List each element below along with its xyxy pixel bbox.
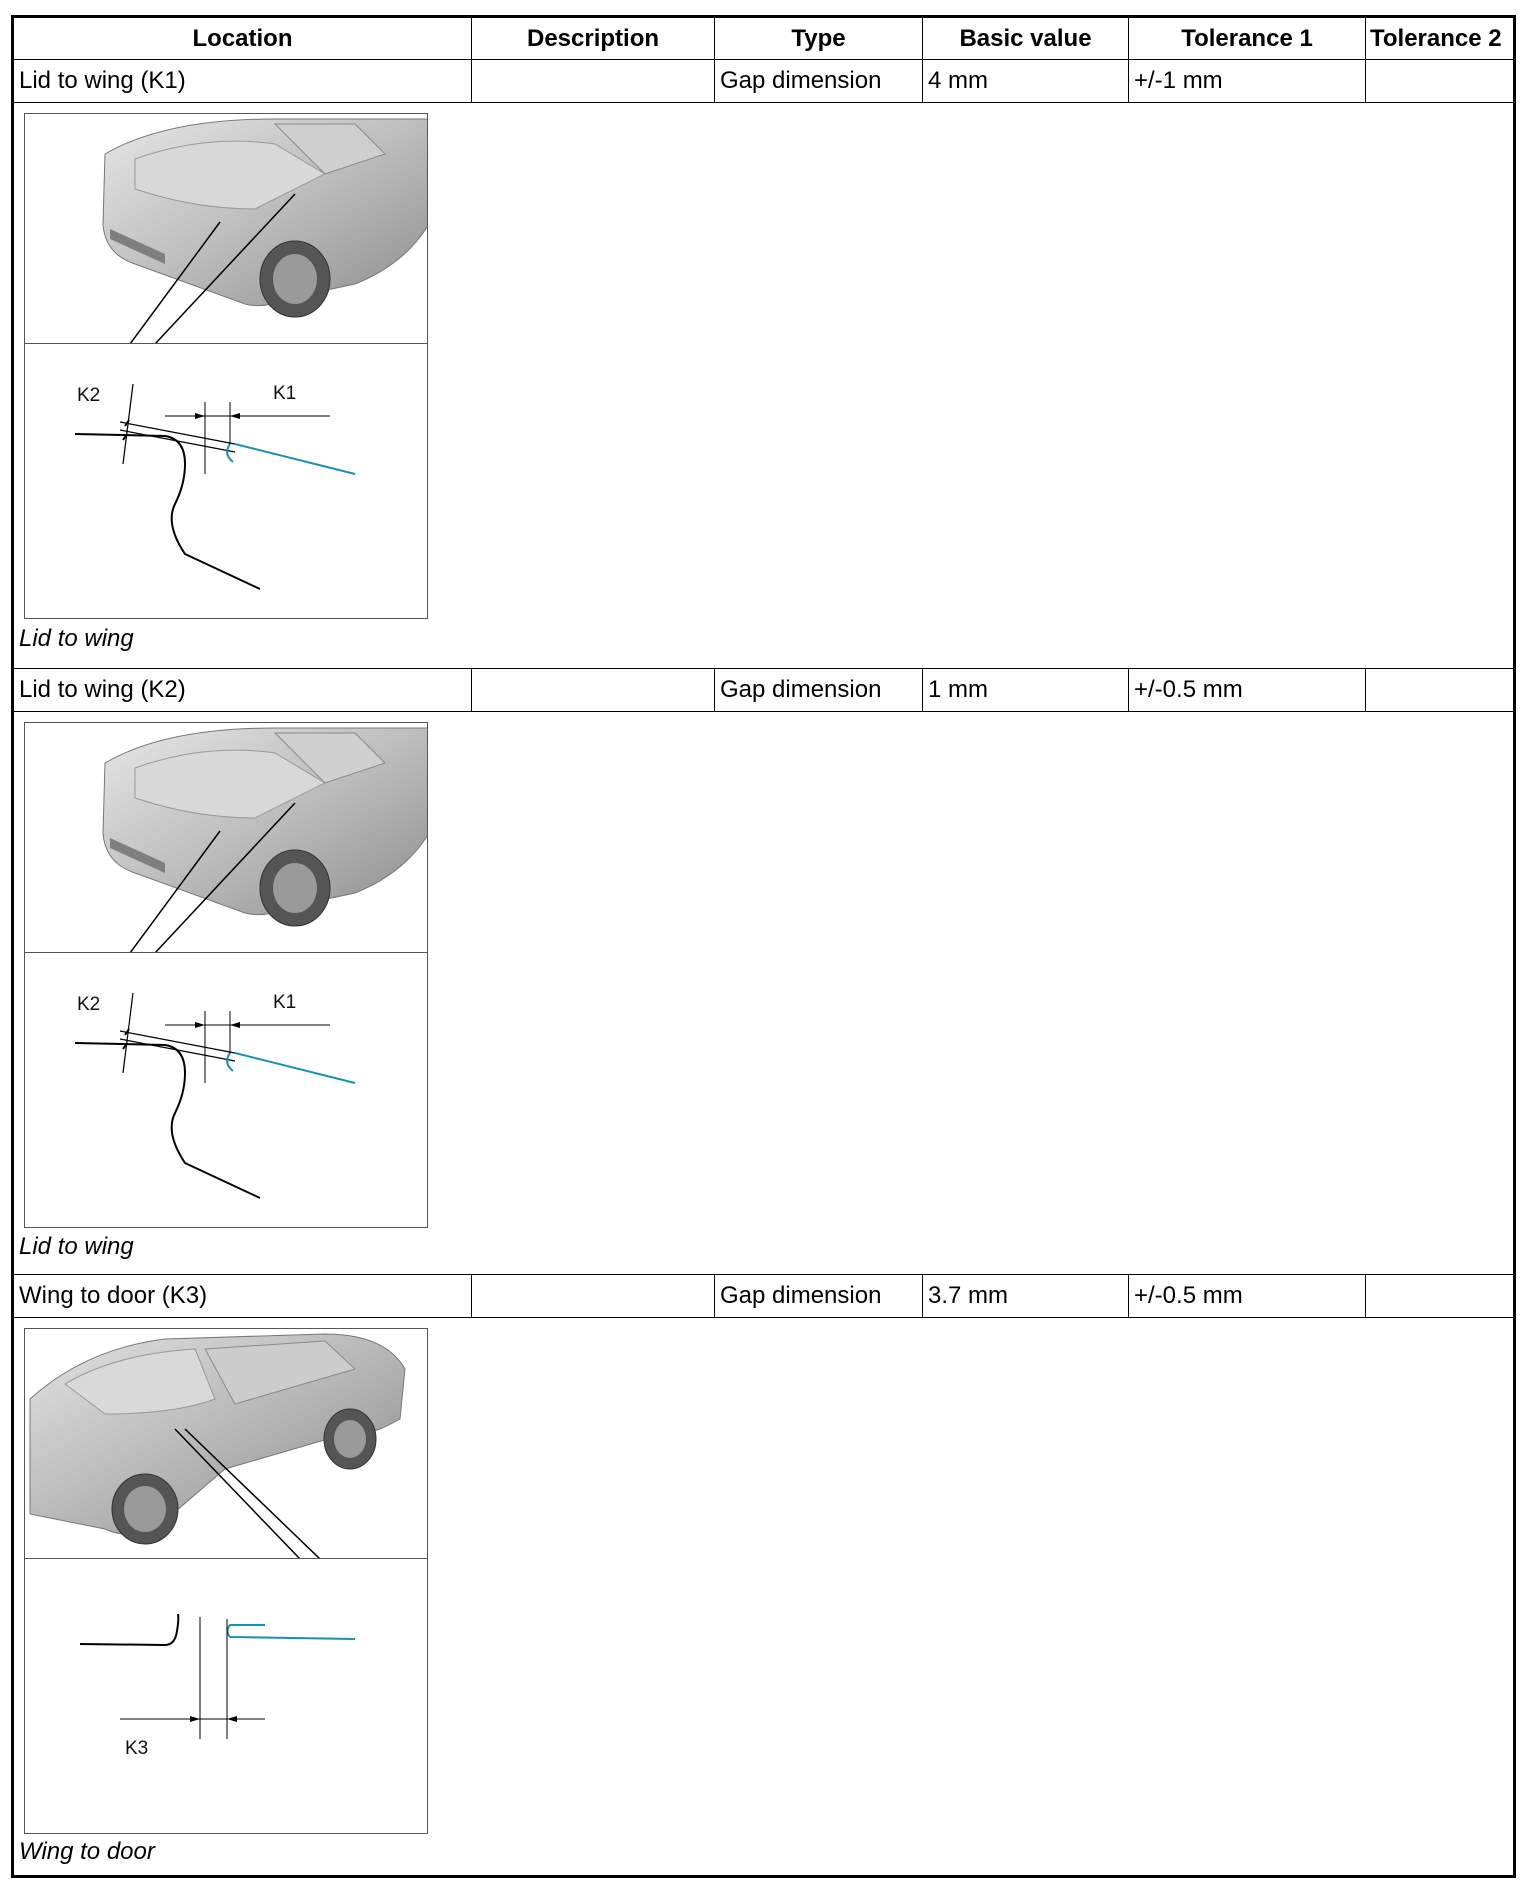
cell-description (472, 60, 715, 102)
cell-location: Lid to wing (K2) (14, 669, 472, 711)
cell-type: Gap dimension (715, 60, 923, 102)
figure-caption: Wing to door (19, 1838, 155, 1865)
cell-type: Gap dimension (715, 669, 923, 711)
cell-description (472, 1275, 715, 1317)
cell-tolerance-1: +/-0.5 mm (1129, 1275, 1366, 1317)
table-row (14, 669, 1513, 712)
cell-location: Lid to wing (K1) (14, 60, 472, 102)
header-type: Type (715, 18, 923, 59)
car-front-view-image (24, 722, 428, 952)
dim-label-k1: K1 (273, 383, 297, 404)
header-tolerance-1: Tolerance 1 (1129, 18, 1366, 59)
cell-tolerance-2 (1366, 669, 1513, 711)
cell-tolerance-2 (1366, 60, 1513, 102)
cell-description (472, 669, 715, 711)
cell-tolerance-1: +/-0.5 mm (1129, 669, 1366, 711)
figure-caption: Lid to wing (19, 1233, 134, 1260)
car-front-view-image (24, 113, 428, 343)
dim-label-k3: K3 (125, 1738, 149, 1759)
specification-table (11, 15, 1516, 1878)
cell-type: Gap dimension (715, 1275, 923, 1317)
header-basic-value: Basic value (923, 18, 1129, 59)
cell-tolerance-2 (1366, 1275, 1513, 1317)
cell-location: Wing to door (K3) (14, 1275, 472, 1317)
illustration-lid-to-wing-k2 (24, 722, 428, 1228)
figure-row (14, 1318, 1513, 1875)
gap-section-diagram (24, 343, 428, 619)
car-side-view-image (24, 1328, 428, 1558)
cell-basic-value: 4 mm (923, 60, 1129, 102)
cell-tolerance-1: +/-1 mm (1129, 60, 1366, 102)
figure-row (14, 103, 1513, 669)
table-row (14, 1275, 1513, 1318)
cell-basic-value: 1 mm (923, 669, 1129, 711)
gap-section-diagram (24, 1558, 428, 1834)
gap-section-diagram (24, 952, 428, 1228)
table-header-row (14, 18, 1513, 60)
cell-basic-value: 3.7 mm (923, 1275, 1129, 1317)
dim-label-k2: K2 (77, 994, 101, 1015)
header-description: Description (472, 18, 715, 59)
illustration-lid-to-wing-k1 (24, 113, 428, 619)
figure-caption: Lid to wing (19, 625, 134, 652)
dim-label-k1: K1 (273, 992, 297, 1013)
table-row (14, 60, 1513, 103)
illustration-wing-to-door-k3 (24, 1328, 428, 1834)
dim-label-k2: K2 (77, 385, 101, 406)
header-tolerance-2: Tolerance 2 (1370, 24, 1502, 52)
header-location: Location (14, 18, 472, 59)
figure-row (14, 712, 1513, 1275)
